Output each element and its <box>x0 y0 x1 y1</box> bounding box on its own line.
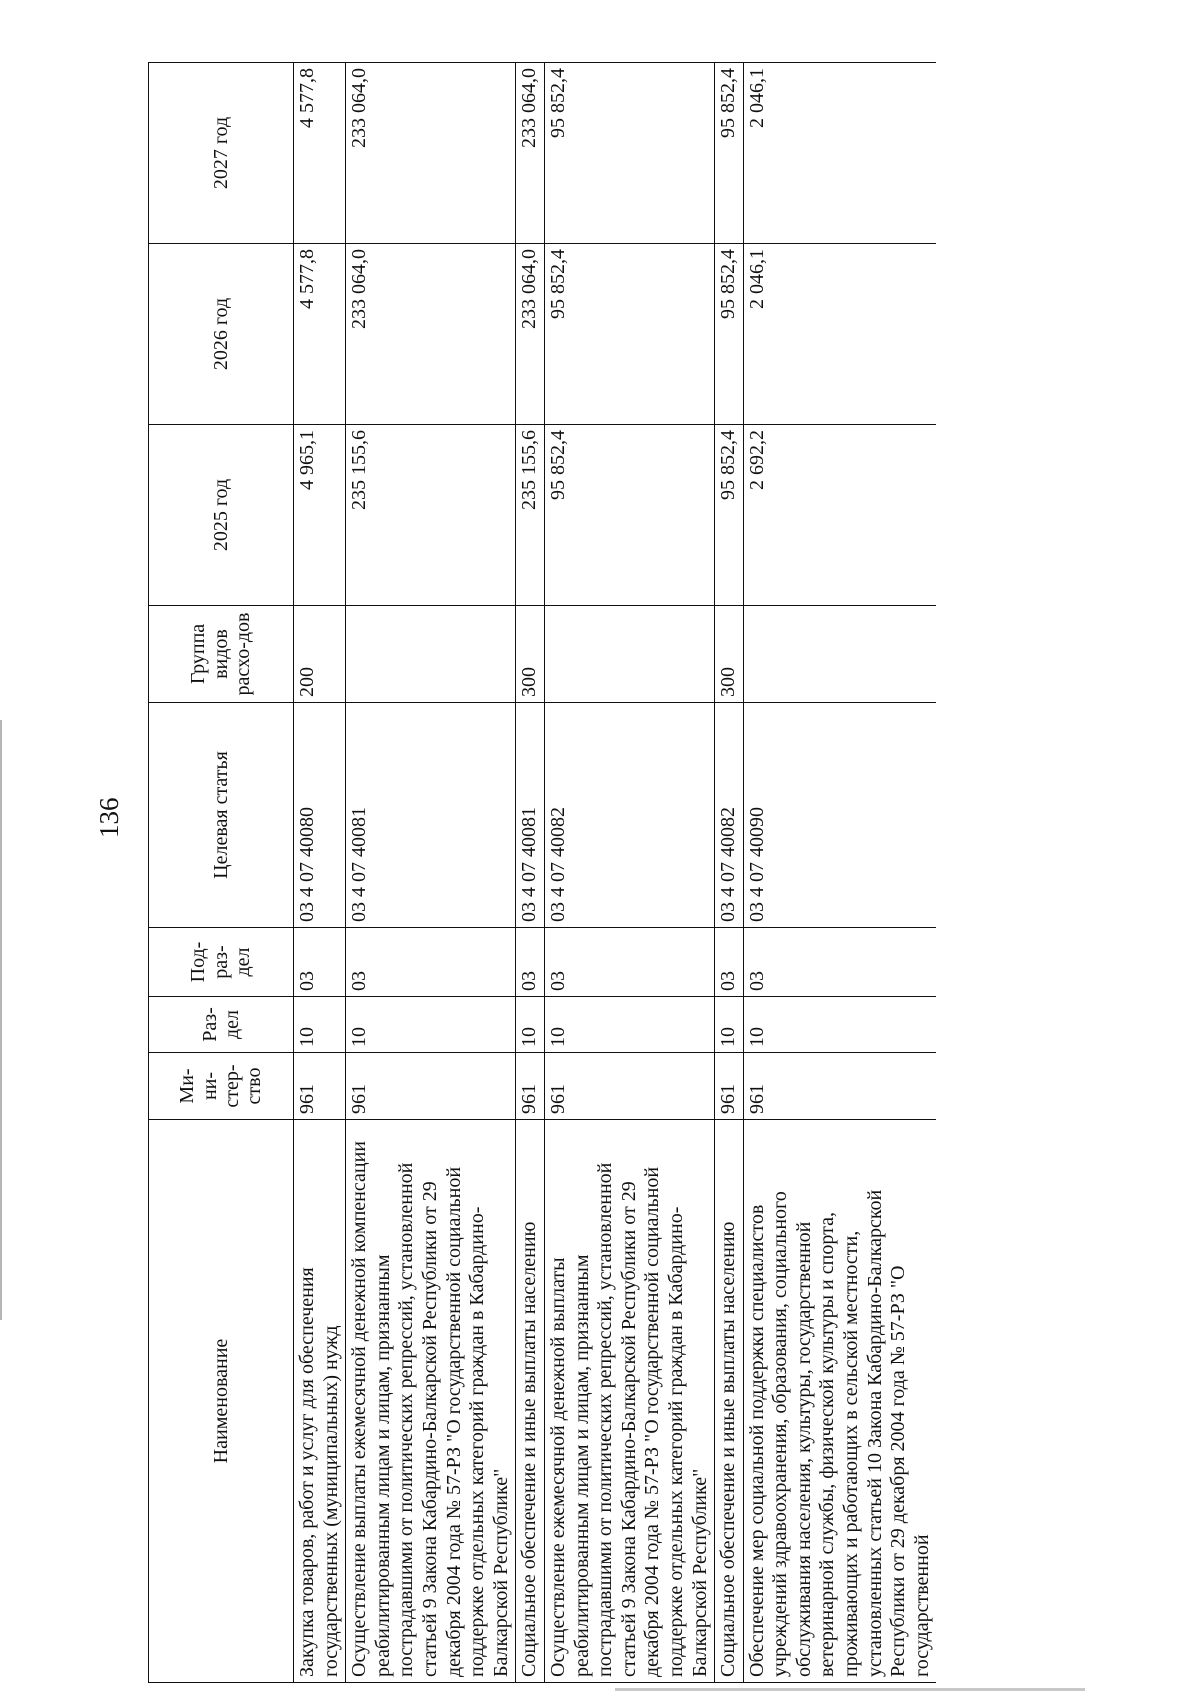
cell-2025: 2 692,2 <box>743 425 936 606</box>
cell-target: 03 4 07 40081 <box>346 703 516 928</box>
header-2026: 2026 год <box>149 244 294 425</box>
cell-group: 300 <box>516 606 545 703</box>
header-2027: 2027 год <box>149 63 294 244</box>
cell-name: Закупка товаров, работ и услуг для обеспечения государственных (муниципальных) нужд <box>294 1120 346 1683</box>
header-group: Группа видов расхо-дов <box>149 606 294 703</box>
cell-2027: 95 852,4 <box>715 63 744 244</box>
cell-2027: 4 577,8 <box>294 63 346 244</box>
cell-subsection: 03 <box>715 928 744 997</box>
cell-subsection: 03 <box>544 928 714 997</box>
header-2025: 2025 год <box>149 425 294 606</box>
table-row <box>346 63 516 1683</box>
cell-section: 10 <box>715 997 744 1053</box>
cell-2026: 4 577,8 <box>294 244 346 425</box>
cell-2027: 95 852,4 <box>544 63 714 244</box>
cell-section: 10 <box>346 997 516 1053</box>
table-row <box>516 63 545 1683</box>
cell-section: 10 <box>544 997 714 1053</box>
cell-target: 03 4 07 40090 <box>743 703 936 928</box>
cell-name: Социальное обеспечение и иные выплаты населению <box>715 1120 744 1683</box>
cell-ministry: 961 <box>516 1053 545 1120</box>
cell-ministry: 961 <box>294 1053 346 1120</box>
cell-section: 10 <box>516 997 545 1053</box>
cell-2027: 233 064,0 <box>516 63 545 244</box>
cell-subsection: 03 <box>516 928 545 997</box>
header-subsection: Под-раз-дел <box>149 928 294 997</box>
cell-name: Осуществление выплаты ежемесячной денежной компенсации реабилитированным лицам и лицам, признанным пострадавшими от политических репрессий, установленной статьей 9 Закона Кабардино-Балкарской Республики от 29 декабря 2004 года № 57-РЗ "О государственной социальной поддержке отдельных категорий граждан в Кабардино-Балкарской Республике" <box>346 1120 516 1683</box>
cell-name: Социальное обеспечение и иные выплаты населению <box>516 1120 545 1683</box>
cell-group: 200 <box>294 606 346 703</box>
cell-target: 03 4 07 40081 <box>516 703 545 928</box>
cell-subsection: 03 <box>743 928 936 997</box>
header-target: Целевая статья <box>149 703 294 928</box>
cell-target: 03 4 07 40080 <box>294 703 346 928</box>
cell-2026: 233 064,0 <box>516 244 545 425</box>
cell-ministry: 961 <box>544 1053 714 1120</box>
cell-group <box>346 606 516 703</box>
rotated-page-content <box>148 63 936 1683</box>
cell-2026: 2 046,1 <box>743 244 936 425</box>
cell-2026: 233 064,0 <box>346 244 516 425</box>
cell-2026: 95 852,4 <box>544 244 714 425</box>
cell-2027: 233 064,0 <box>346 63 516 244</box>
cell-ministry: 961 <box>715 1053 744 1120</box>
cell-2027: 2 046,1 <box>743 63 936 244</box>
budget-table <box>148 62 936 1683</box>
cell-name: Обеспечение мер социальной поддержки специалистов учреждений здравоохранения, образования, социального обслуживания населения, культуры, государственной ветеринарной службы, физической культуры и спорта, проживающих и работающих в сельской местности, установленных статьей 10 Закона Кабардино-Балкарской Республики от 29 декабря 2004 года № 57-РЗ "О государственной <box>743 1120 936 1683</box>
cell-2025: 235 155,6 <box>346 425 516 606</box>
table-header-row <box>149 63 294 1683</box>
header-section: Раз-дел <box>149 997 294 1053</box>
scan-bottom-mark <box>615 1688 1085 1691</box>
cell-subsection: 03 <box>346 928 516 997</box>
cell-group: 300 <box>715 606 744 703</box>
cell-target: 03 4 07 40082 <box>544 703 714 928</box>
header-name: Наименование <box>149 1120 294 1683</box>
cell-subsection: 03 <box>294 928 346 997</box>
cell-section: 10 <box>294 997 346 1053</box>
cell-2025: 235 155,6 <box>516 425 545 606</box>
table-row <box>544 63 714 1683</box>
cell-group <box>743 606 936 703</box>
cell-2025: 95 852,4 <box>544 425 714 606</box>
cell-2026: 95 852,4 <box>715 244 744 425</box>
header-ministry: Ми-ни-стер-ство <box>149 1053 294 1120</box>
cell-group <box>544 606 714 703</box>
cell-target: 03 4 07 40082 <box>715 703 744 928</box>
table-row <box>715 63 744 1683</box>
page-number: 136 <box>94 797 124 838</box>
scan-edge-mark <box>0 720 2 1320</box>
cell-2025: 4 965,1 <box>294 425 346 606</box>
table-row <box>294 63 346 1683</box>
cell-2025: 95 852,4 <box>715 425 744 606</box>
cell-name: Осуществление ежемесячной денежной выплаты реабилитированным лицам и лицам, признанным пострадавшими от политических репрессий, установленной статьей 9 Закона Кабардино-Балкарской Республики от 29 декабря 2004 года № 57-РЗ "О государственной социальной поддержке отдельных категорий граждан в Кабардино-Балкарской Республике" <box>544 1120 714 1683</box>
cell-ministry: 961 <box>346 1053 516 1120</box>
cell-ministry: 961 <box>743 1053 936 1120</box>
table-row <box>743 63 936 1683</box>
cell-section: 10 <box>743 997 936 1053</box>
